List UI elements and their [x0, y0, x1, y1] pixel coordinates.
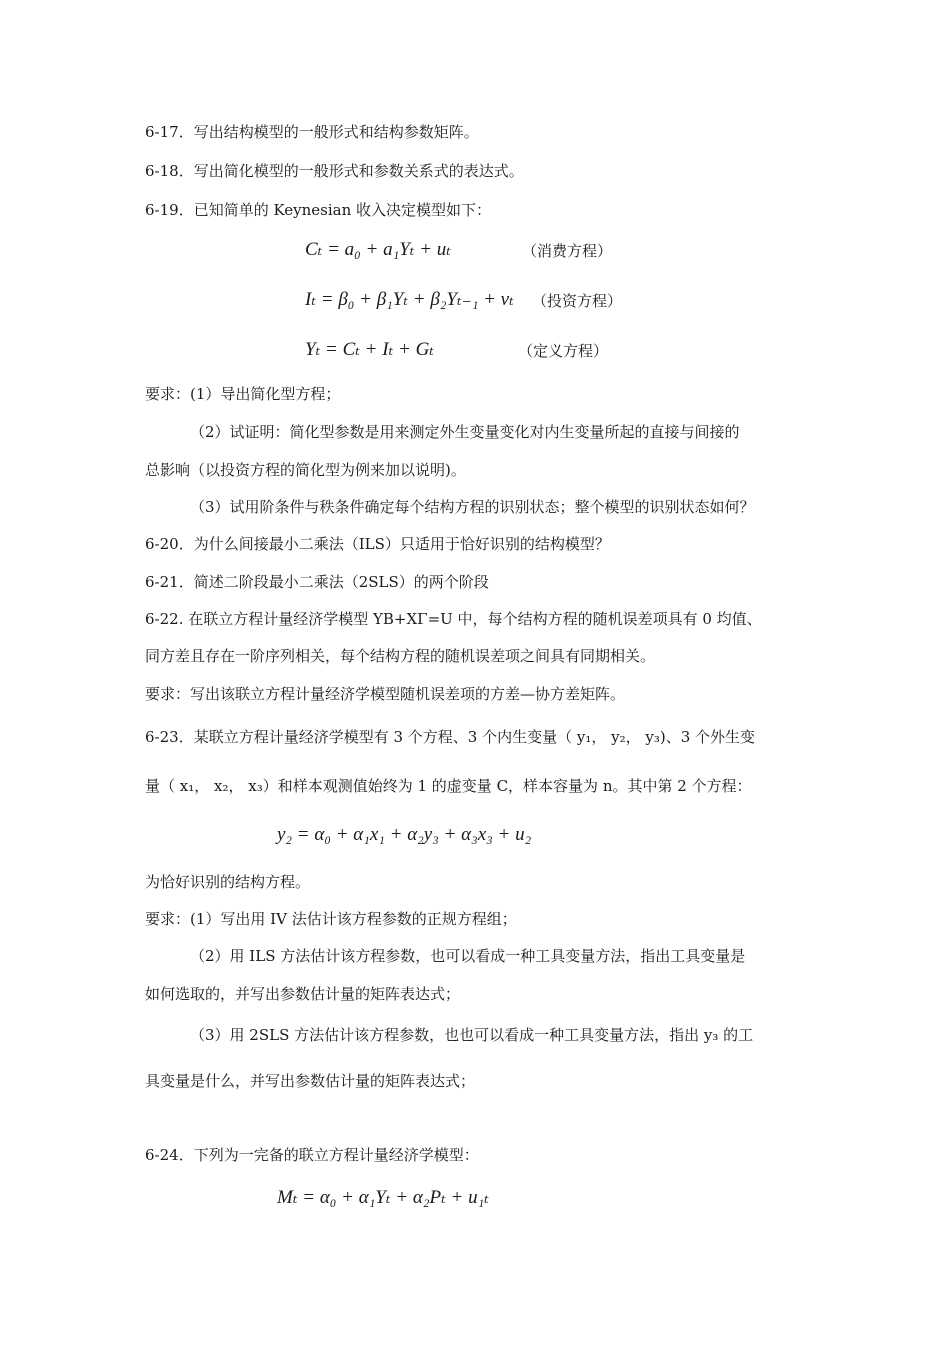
equation-6-23: y₂ = α₀ + α₁x₁ + α₂y₃ + α₃x₃ + u₂	[277, 824, 532, 845]
definition-equation-note: （定义方程）	[518, 342, 609, 360]
investment-equation: Iₜ = β₀ + β₁Yₜ + β₂Yₜ₋₁ + vₜ	[305, 289, 514, 310]
requirement-6-22: 要求：写出该联立方程计量经济学模型随机误差项的方差—协方差矩阵。	[145, 685, 626, 703]
definition-equation: Yₜ = Cₜ + Iₜ + Gₜ	[305, 339, 434, 360]
requirement-6-23-3-cont: 具变量是什么，并写出参数估计量的矩阵表达式；	[145, 1072, 476, 1090]
question-6-22-cont: 同方差且存在一阶序列相关，每个结构方程的随机误差项之间具有同期相关。	[145, 647, 656, 665]
question-6-23: 6-23．某联立方程计量经济学模型有 3 个方程、3 个内生变量（ y₁， y₂， y₃)、3 个外生变	[145, 728, 756, 746]
investment-equation-note: （投资方程）	[532, 292, 623, 310]
question-6-23-cont: 量（ x₁， x₂， x₃）和样本观测值始终为 1 的虚变量 C，样本容量为 n。其中第 2 个方程：	[145, 777, 752, 795]
question-6-21: 6-21．简述二阶段最小二乘法（2SLS）的两个阶段	[145, 573, 489, 591]
question-6-24: 6-24．下列为一完备的联立方程计量经济学模型：	[145, 1146, 479, 1164]
requirement-6-19-1: 要求：(1）导出简化型方程；	[145, 385, 341, 403]
question-6-20: 6-20．为什么间接最小二乘法（ILS）只适用于恰好识别的结构模型？	[145, 535, 610, 553]
requirement-6-19-2-cont: 总影响（以投资方程的简化型为例来加以说明)。	[145, 461, 466, 479]
equation-6-24: Mₜ = α₀ + α₁Yₜ + α₂Pₜ + u₁ₜ	[277, 1187, 489, 1208]
consumption-equation-note: （消费方程）	[522, 242, 613, 260]
requirement-6-23-2-cont: 如何选取的，并写出参数估计量的矩阵表达式；	[145, 985, 461, 1003]
requirement-6-23-3: （3）用 2SLS 方法估计该方程参数，也也可以看成一种工具变量方法，指出 y₃ 的工	[190, 1026, 754, 1044]
consumption-equation: Cₜ = a₀ + a₁Yₜ + uₜ	[305, 239, 451, 260]
requirement-6-23-1: 要求：(1）写出用 IV 法估计该方程参数的正规方程组；	[145, 910, 517, 928]
requirement-6-23-2: （2）用 ILS 方法估计该方程参数，也可以看成一种工具变量方法，指出工具变量是	[190, 947, 746, 965]
requirement-6-19-2: （2）试证明：简化型参数是用来测定外生变量变化对内生变量所起的直接与间接的	[190, 423, 740, 441]
question-6-19: 6-19．已知简单的 Keynesian 收入决定模型如下：	[145, 201, 492, 219]
question-6-23-statement: 为恰好识别的结构方程。	[145, 873, 311, 891]
question-6-17: 6-17．写出结构模型的一般形式和结构参数矩阵。	[145, 123, 479, 141]
requirement-6-19-3: （3）试用阶条件与秩条件确定每个结构方程的识别状态；整个模型的识别状态如何？	[190, 498, 755, 516]
question-6-22: 6-22. 在联立方程计量经济学模型 YΒ+XΓ=U 中，每个结构方程的随机误差项具有 0 均值、	[145, 610, 762, 628]
question-6-18: 6-18．写出简化模型的一般形式和参数关系式的表达式。	[145, 162, 524, 180]
